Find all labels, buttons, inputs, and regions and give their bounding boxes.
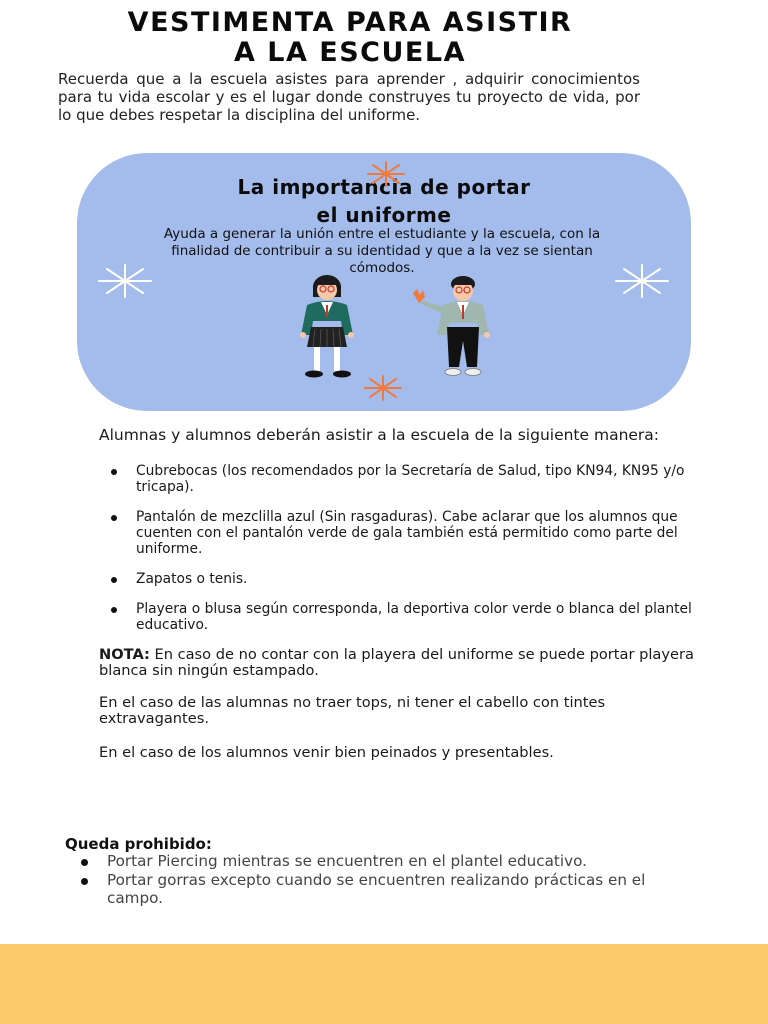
white-sparkle-icon: [614, 263, 670, 299]
list-item: Cubrebocas (los recomendados por la Secretaría de Salud, tipo KN94, KN95 y/o tricapa).: [107, 463, 699, 495]
list-item: Portar gorras excepto cuando se encuentren realizando prácticas en el campo.: [78, 871, 698, 907]
boys-paragraph: En el caso de los alumnos venir bien peinados y presentables.: [99, 744, 554, 761]
list-item: Pantalón de mezclilla azul (Sin rasgaduras). Cabe aclarar que los alumnos que cuenten con el pantalón verde de gala también está permitido como parte del uniforme.: [107, 509, 699, 557]
white-sparkle-icon: [97, 263, 153, 299]
requirements-lead: Alumnas y alumnos deberán asistir a la escuela de la siguiente manera:: [99, 426, 660, 444]
intro-paragraph: Recuerda que a la escuela asistes para aprender , adquirir conocimientos para tu vida escolar y es el lugar donde construyes tu proyecto de vida, por lo que debes respetar la disciplina del uniforme.: [58, 70, 640, 124]
list-item: Portar Piercing mientras se encuentren en el plantel educativo.: [78, 852, 698, 870]
list-item: Playera o blusa según corresponda, la deportiva color verde o blanca del plantel educativo.: [107, 601, 699, 633]
note-label: NOTA:: [99, 646, 150, 663]
prohibited-list: [78, 852, 698, 908]
note-paragraph: [99, 647, 699, 679]
note-text: En caso de no contar con la playera del uniforme se puede portar playera blanca sin ningún estampado.: [99, 646, 694, 679]
girl-student-illustration: [283, 275, 375, 385]
page-title: [30, 8, 670, 68]
panel-title-line-2: el uniforme: [316, 203, 452, 227]
panel-text: Ayuda a generar la unión entre el estudiante y la escuela, con la finalidad de contribuir a su identidad y que a la vez se sientan cómodos.: [163, 226, 601, 276]
requirements-list: [107, 463, 699, 633]
prohibited-heading: Queda prohibido:: [65, 835, 212, 853]
page-title-line-1: VESTIMENTA PARA ASISTIR: [127, 7, 573, 38]
girls-paragraph: En el caso de las alumnas no traer tops, ni tener el cabello con tintes extravagantes.: [99, 694, 606, 727]
orange-sparkle-icon: [365, 161, 407, 187]
requirements-section: [99, 426, 699, 761]
uniform-importance-panel: [77, 153, 691, 411]
footer-band: [0, 944, 768, 1024]
boy-student-illustration: [405, 275, 505, 385]
list-item: Zapatos o tenis.: [107, 571, 699, 587]
panel-title-line-1: La importancia de portar: [237, 175, 531, 199]
page-title-line-2: A LA ESCUELA: [234, 37, 466, 68]
